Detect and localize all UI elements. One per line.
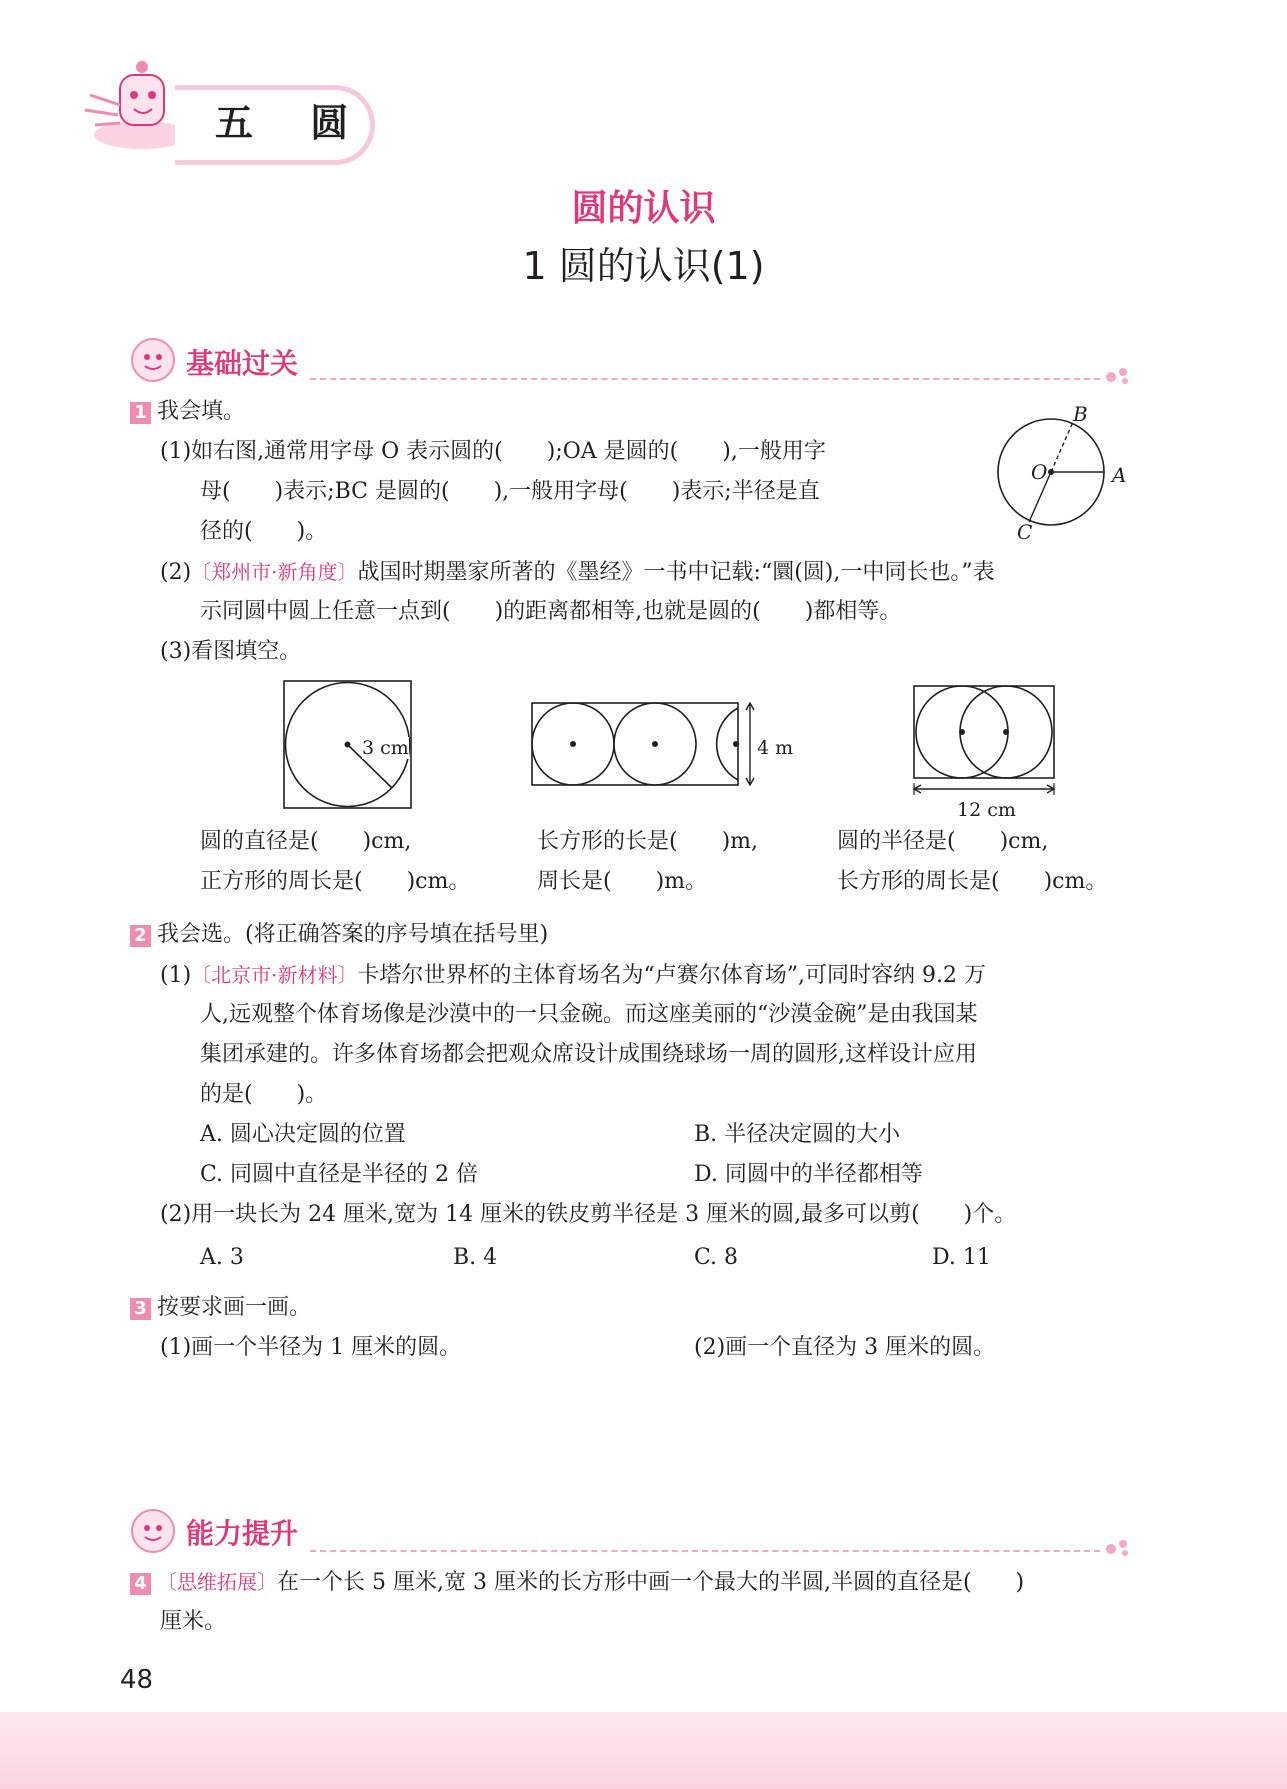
basic-band-title: 基础过关 bbox=[186, 347, 299, 380]
chapter-title: 五 圆 bbox=[215, 101, 371, 145]
label-C: C bbox=[1017, 520, 1033, 544]
q1-part1-line1: (1)如右图,通常用字母 O 表示圆的( );OA 是圆的( ),一般用字 bbox=[160, 439, 826, 464]
band-dots-icon bbox=[1105, 1536, 1131, 1560]
band-dots-icon bbox=[1105, 364, 1131, 388]
q2-option-d: D. 同圆中的半径都相等 bbox=[694, 1162, 923, 1187]
q2-part2-option-a: A. 3 bbox=[200, 1245, 244, 1270]
q1-title: 1 我会填。 bbox=[130, 397, 245, 427]
q2-option-a: A. 圆心决定圆的位置 bbox=[200, 1122, 406, 1147]
basic-band-icon bbox=[130, 337, 176, 383]
label-A: A bbox=[1112, 463, 1127, 487]
advanced-band-divider bbox=[310, 1550, 1100, 1552]
fig1-answer-line1: 圆的直径是( )cm, bbox=[200, 829, 412, 854]
basic-band-divider bbox=[310, 378, 1100, 380]
fig1-radius-label: 3 cm bbox=[362, 737, 409, 759]
q2-option-b: B. 半径决定圆的大小 bbox=[694, 1122, 901, 1147]
q1-part1-line2: 母( )表示;BC 是圆的( ),一般用字母( )表示;半径是直 bbox=[200, 479, 820, 504]
fig3-answer-line1: 圆的半径是( )cm, bbox=[837, 829, 1049, 854]
q2-part1-line3: 集团承建的。许多体育场都会把观众席设计成围绕球场一周的圆形,这样设计应用 bbox=[200, 1042, 977, 1067]
footer-band bbox=[0, 1712, 1287, 1789]
q1-part2-line1: (2)〔郑州市·新角度〕战国时期墨家所著的《墨经》一书中记载:“圜(圆),一中同长也。”表 bbox=[160, 560, 995, 585]
q2-part2-option-c: C. 8 bbox=[694, 1245, 739, 1270]
fig3-answer-line2: 长方形的周长是( )cm。 bbox=[837, 869, 1108, 894]
label-O: O bbox=[1031, 460, 1048, 484]
q1-part1-line3: 径的( )。 bbox=[200, 519, 328, 544]
q2-part2-option-b: B. 4 bbox=[453, 1245, 498, 1270]
q3-part1: (1)画一个半径为 1 厘米的圆。 bbox=[160, 1335, 462, 1360]
chapter-mascot-icon bbox=[80, 55, 190, 155]
q2-option-c: C. 同圆中直径是半径的 2 倍 bbox=[200, 1162, 479, 1187]
label-B: B bbox=[1073, 402, 1088, 426]
q1-part3-title: (3)看图填空。 bbox=[160, 639, 302, 664]
q2-part2: (2)用一块长为 24 厘米,宽为 14 厘米的铁皮剪半径是 3 厘米的圆,最多可以剪( )个。 bbox=[160, 1202, 1017, 1227]
advanced-band-icon bbox=[130, 1508, 176, 1554]
q2-title: 2 我会选。(将正确答案的序号填在括号里) bbox=[130, 920, 548, 950]
page-number: 48 bbox=[120, 1665, 154, 1695]
fig1-answer-line2: 正方形的周长是( )cm。 bbox=[200, 869, 471, 894]
fig2-answer-line2: 周长是( )m。 bbox=[537, 869, 708, 894]
fig3-length-label: 12 cm bbox=[957, 799, 1016, 821]
q4-line2: 厘米。 bbox=[160, 1609, 227, 1634]
q2-part2-option-d: D. 11 bbox=[932, 1245, 991, 1270]
q1-part2-line2: 示同圆中圆上任意一点到( )的距离都相等,也就是圆的( )都相等。 bbox=[200, 599, 902, 624]
lesson-title: 1 圆的认识(1) bbox=[522, 244, 765, 288]
advanced-band-title: 能力提升 bbox=[186, 1517, 299, 1550]
q3-title: 3 按要求画一画。 bbox=[130, 1293, 311, 1323]
q2-part1-line4: 的是( )。 bbox=[200, 1082, 328, 1107]
circle-diagram bbox=[985, 400, 1130, 545]
overlapping-circles-figure bbox=[912, 683, 1062, 803]
fig2-answer-line1: 长方形的长是( )m, bbox=[537, 829, 759, 854]
q3-part2: (2)画一个直径为 3 厘米的圆。 bbox=[694, 1335, 996, 1360]
three-circles-figure bbox=[530, 700, 760, 790]
q4-line1: 4 〔思维拓展〕在一个长 5 厘米,宽 3 厘米的长方形中画一个最大的半圆,半圆的直径是( ) bbox=[130, 1567, 1024, 1598]
section-title: 圆的认识 bbox=[571, 188, 716, 229]
fig2-width-label: 4 m bbox=[757, 737, 794, 759]
q2-part1-line1: (1)〔北京市·新材料〕卡塔尔世界杯的主体育场名为“卢赛尔体育场”,可同时容纳 9.2 万 bbox=[160, 963, 986, 988]
q2-part1-line2: 人,远观整个体育场像是沙漠中的一只金碗。而这座美丽的“沙漠金碗”是由我国某 bbox=[200, 1002, 978, 1027]
